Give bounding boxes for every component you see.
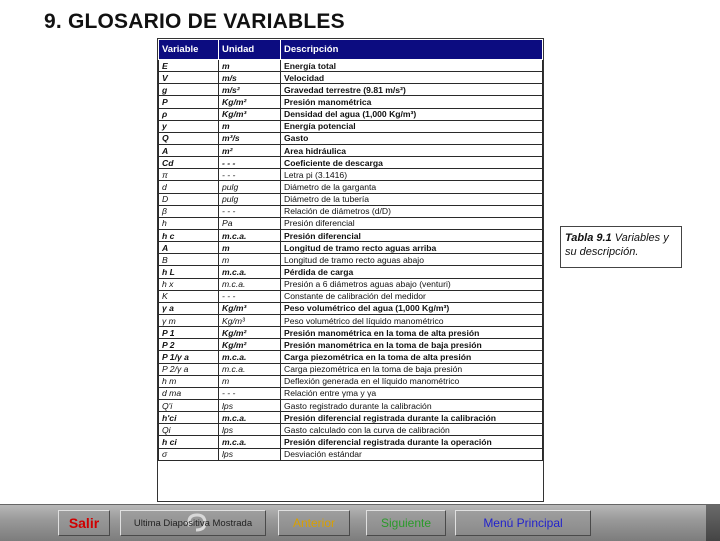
- unit-cell: m.c.a.: [219, 412, 281, 424]
- table-row: [159, 254, 543, 266]
- unit-cell: m.c.a.: [219, 436, 281, 448]
- table-row: [159, 266, 543, 278]
- slide-title: 9. GLOSARIO DE VARIABLES: [44, 10, 345, 33]
- variable-cell: d: [159, 181, 219, 193]
- description-cell: Carga piezométrica en la toma de baja presión: [281, 363, 543, 375]
- unit-cell: m.c.a.: [219, 266, 281, 278]
- variable-cell: γ m: [159, 314, 219, 326]
- table-body: [159, 60, 543, 461]
- variable-cell: P 1: [159, 327, 219, 339]
- description-cell: Presión diferencial: [281, 217, 543, 229]
- unit-cell: Kg/m²: [219, 96, 281, 108]
- table-row: [159, 60, 543, 72]
- unit-cell: m.c.a.: [219, 229, 281, 241]
- unit-cell: m²: [219, 144, 281, 156]
- unit-cell: m: [219, 60, 281, 72]
- header-unidad: Unidad: [219, 40, 281, 60]
- unit-cell: m: [219, 254, 281, 266]
- description-cell: Relación de diámetros (d/D): [281, 205, 543, 217]
- variable-cell: Q: [159, 132, 219, 144]
- header-variable: Variable: [159, 40, 219, 60]
- table-row: [159, 363, 543, 375]
- variable-cell: Q'i: [159, 399, 219, 411]
- unit-cell: m: [219, 375, 281, 387]
- table-row: [159, 193, 543, 205]
- table-row: [159, 375, 543, 387]
- description-cell: Carga piezométrica en la toma de alta presión: [281, 351, 543, 363]
- table-row: [159, 278, 543, 290]
- main-menu-label: Menú Principal: [483, 516, 563, 530]
- unit-cell: lps: [219, 424, 281, 436]
- description-cell: Diámetro de la garganta: [281, 181, 543, 193]
- description-cell: Energía potencial: [281, 120, 543, 132]
- description-cell: Gravedad terrestre (9.81 m/s²): [281, 84, 543, 96]
- glossary-table: [158, 39, 543, 461]
- unit-cell: m: [219, 242, 281, 254]
- navbar-edge: [706, 505, 720, 541]
- table-row: [159, 314, 543, 326]
- variable-cell: γ a: [159, 302, 219, 314]
- variable-cell: y: [159, 120, 219, 132]
- table-row: [159, 157, 543, 169]
- description-cell: Longitud de tramo recto aguas abajo: [281, 254, 543, 266]
- variable-cell: Cd: [159, 157, 219, 169]
- navigation-bar: [0, 504, 720, 541]
- unit-cell: m/s²: [219, 84, 281, 96]
- unit-cell: - - -: [219, 387, 281, 399]
- caption-label: Tabla 9.1: [565, 232, 612, 244]
- table-row: [159, 436, 543, 448]
- variable-cell: ρ: [159, 108, 219, 120]
- description-cell: Presión a 6 diámetros aguas abajo (venturi): [281, 278, 543, 290]
- variable-cell: h L: [159, 266, 219, 278]
- next-label: Siguiente: [380, 516, 432, 530]
- variable-cell: P 2/γ a: [159, 363, 219, 375]
- description-cell: Gasto registrado durante la calibración: [281, 399, 543, 411]
- table-caption: [560, 226, 682, 268]
- unit-cell: lps: [219, 399, 281, 411]
- unit-cell: m.c.a.: [219, 351, 281, 363]
- description-cell: Desviación estándar: [281, 448, 543, 460]
- table-row: [159, 448, 543, 460]
- unit-cell: Pa: [219, 217, 281, 229]
- glossary-table-container: [157, 38, 544, 502]
- caption-text: Variables y su descripción.: [565, 232, 669, 258]
- unit-cell: m: [219, 120, 281, 132]
- description-cell: Velocidad: [281, 72, 543, 84]
- last-viewed-slide-button[interactable]: [120, 510, 266, 536]
- variable-cell: P 2: [159, 339, 219, 351]
- description-cell: Presión diferencial: [281, 229, 543, 241]
- unit-cell: m/s: [219, 72, 281, 84]
- salir-button[interactable]: [58, 510, 110, 536]
- unit-cell: Kg/m³: [219, 302, 281, 314]
- variable-cell: g: [159, 84, 219, 96]
- table-row: [159, 399, 543, 411]
- variable-cell: h x: [159, 278, 219, 290]
- next-button[interactable]: [366, 510, 446, 536]
- variable-cell: V: [159, 72, 219, 84]
- variable-cell: h: [159, 217, 219, 229]
- table-row: [159, 205, 543, 217]
- description-cell: Energía total: [281, 60, 543, 72]
- description-cell: Pérdida de carga: [281, 266, 543, 278]
- description-cell: Presión manométrica en la toma de alta presión: [281, 327, 543, 339]
- variable-cell: B: [159, 254, 219, 266]
- variable-cell: d ma: [159, 387, 219, 399]
- unit-cell: - - -: [219, 169, 281, 181]
- table-row: [159, 120, 543, 132]
- unit-cell: - - -: [219, 205, 281, 217]
- main-menu-button[interactable]: [455, 510, 591, 536]
- description-cell: Densidad del agua (1,000 Kg/m³): [281, 108, 543, 120]
- last-viewed-slide-label: Ultima Diapositiva Mostrada: [133, 517, 253, 529]
- description-cell: Area hidráulica: [281, 144, 543, 156]
- unit-cell: m.c.a.: [219, 363, 281, 375]
- description-cell: Longitud de tramo recto aguas arriba: [281, 242, 543, 254]
- table-row: [159, 387, 543, 399]
- table-row: [159, 169, 543, 181]
- table-row: [159, 229, 543, 241]
- variable-cell: A: [159, 242, 219, 254]
- description-cell: Gasto: [281, 132, 543, 144]
- description-cell: Deflexión generada en el líquido manométrico: [281, 375, 543, 387]
- description-cell: Constante de calibración del medidor: [281, 290, 543, 302]
- unit-cell: m.c.a.: [219, 278, 281, 290]
- variable-cell: h m: [159, 375, 219, 387]
- table-row: [159, 72, 543, 84]
- description-cell: Letra pi (3.1416): [281, 169, 543, 181]
- variable-cell: A: [159, 144, 219, 156]
- variable-cell: K: [159, 290, 219, 302]
- description-cell: Presión diferencial registrada durante la operación: [281, 436, 543, 448]
- unit-cell: Kg/m²: [219, 339, 281, 351]
- table-header-row: [159, 40, 543, 60]
- description-cell: Gasto calculado con la curva de calibración: [281, 424, 543, 436]
- table-row: [159, 96, 543, 108]
- description-cell: Peso volumétrico del agua (1,000 Kg/m³): [281, 302, 543, 314]
- variable-cell: β: [159, 205, 219, 217]
- unit-cell: - - -: [219, 290, 281, 302]
- table-row: [159, 242, 543, 254]
- description-cell: Presión manométrica en la toma de baja presión: [281, 339, 543, 351]
- table-row: [159, 144, 543, 156]
- table-row: [159, 108, 543, 120]
- variable-cell: σ: [159, 448, 219, 460]
- variable-cell: P 1/γ a: [159, 351, 219, 363]
- table-row: [159, 132, 543, 144]
- unit-cell: lps: [219, 448, 281, 460]
- table-row: [159, 412, 543, 424]
- table-row: [159, 351, 543, 363]
- variable-cell: Qi: [159, 424, 219, 436]
- unit-cell: pulg: [219, 181, 281, 193]
- unit-cell: Kg/m²: [219, 327, 281, 339]
- table-row: [159, 424, 543, 436]
- variable-cell: D: [159, 193, 219, 205]
- description-cell: Coeficiente de descarga: [281, 157, 543, 169]
- previous-label: Anterior: [292, 516, 336, 530]
- unit-cell: m³/s: [219, 132, 281, 144]
- table-row: [159, 290, 543, 302]
- description-cell: Presión diferencial registrada durante la calibración: [281, 412, 543, 424]
- table-row: [159, 84, 543, 96]
- description-cell: Presión manométrica: [281, 96, 543, 108]
- unit-cell: Kg/m³: [219, 314, 281, 326]
- table-row: [159, 327, 543, 339]
- description-cell: Peso volumétrico del líquido manométrico: [281, 314, 543, 326]
- description-cell: Diámetro de la tubería: [281, 193, 543, 205]
- salir-label: Salir: [68, 515, 100, 531]
- unit-cell: pulg: [219, 193, 281, 205]
- previous-button[interactable]: [278, 510, 350, 536]
- variable-cell: h c: [159, 229, 219, 241]
- header-descripcion: Descripción: [281, 40, 543, 60]
- variable-cell: π: [159, 169, 219, 181]
- table-row: [159, 302, 543, 314]
- unit-cell: - - -: [219, 157, 281, 169]
- variable-cell: h ci: [159, 436, 219, 448]
- description-cell: Relación entre γma y γa: [281, 387, 543, 399]
- variable-cell: P: [159, 96, 219, 108]
- table-row: [159, 339, 543, 351]
- variable-cell: E: [159, 60, 219, 72]
- table-row: [159, 217, 543, 229]
- table-row: [159, 181, 543, 193]
- unit-cell: Kg/m³: [219, 108, 281, 120]
- variable-cell: h'ci: [159, 412, 219, 424]
